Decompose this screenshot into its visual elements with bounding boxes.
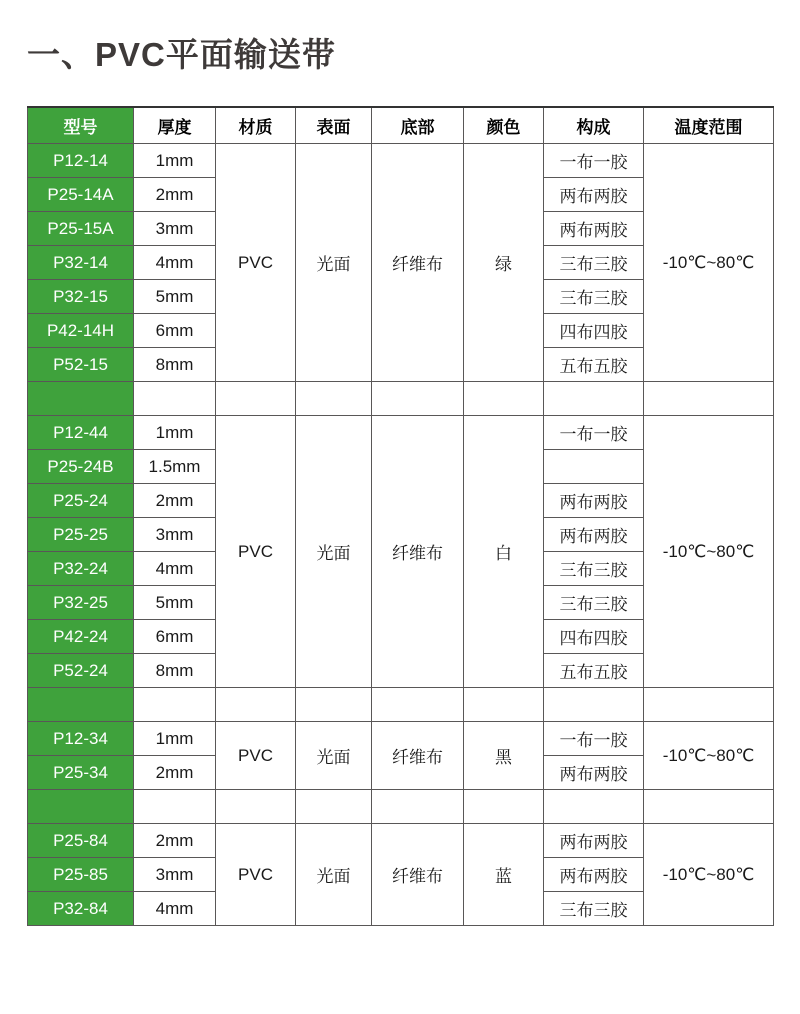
model-cell: P25-15A bbox=[28, 212, 134, 246]
spacer-cell bbox=[134, 688, 216, 722]
spacer-cell bbox=[296, 790, 372, 824]
model-cell: P32-84 bbox=[28, 892, 134, 926]
header-cell-composition: 构成 bbox=[544, 107, 644, 144]
spacer-cell bbox=[544, 688, 644, 722]
composition-cell: 两布两胶 bbox=[544, 178, 644, 212]
composition-cell: 两布两胶 bbox=[544, 484, 644, 518]
color-cell: 黑 bbox=[464, 722, 544, 790]
model-cell: P25-84 bbox=[28, 824, 134, 858]
model-cell: P42-24 bbox=[28, 620, 134, 654]
header-cell-surface: 表面 bbox=[296, 107, 372, 144]
bottom-cell: 纤维布 bbox=[372, 722, 464, 790]
spacer-cell bbox=[544, 382, 644, 416]
header-cell-temp-range: 温度范围 bbox=[644, 107, 774, 144]
composition-cell: 三布三胶 bbox=[544, 892, 644, 926]
composition-cell: 五布五胶 bbox=[544, 654, 644, 688]
surface-cell: 光面 bbox=[296, 144, 372, 382]
thickness-cell: 8mm bbox=[134, 654, 216, 688]
thickness-cell: 8mm bbox=[134, 348, 216, 382]
spacer-cell bbox=[544, 790, 644, 824]
surface-cell: 光面 bbox=[296, 722, 372, 790]
thickness-cell: 6mm bbox=[134, 314, 216, 348]
composition-cell: 三布三胶 bbox=[544, 552, 644, 586]
model-cell: P12-14 bbox=[28, 144, 134, 178]
model-cell: P32-24 bbox=[28, 552, 134, 586]
composition-cell: 两布两胶 bbox=[544, 756, 644, 790]
composition-cell: 两布两胶 bbox=[544, 518, 644, 552]
spacer-cell bbox=[644, 382, 774, 416]
model-cell: P32-15 bbox=[28, 280, 134, 314]
bottom-cell: 纤维布 bbox=[372, 824, 464, 926]
thickness-cell: 5mm bbox=[134, 586, 216, 620]
table-row bbox=[28, 722, 774, 756]
composition-cell: 一布一胶 bbox=[544, 416, 644, 450]
header-row bbox=[28, 107, 774, 144]
spacer-row bbox=[28, 790, 774, 824]
spacer-cell bbox=[216, 688, 296, 722]
temp-range-cell: -10℃~80℃ bbox=[644, 144, 774, 382]
pvc-belt-spec-table bbox=[27, 106, 774, 927]
spacer-cell bbox=[372, 382, 464, 416]
thickness-cell: 2mm bbox=[134, 756, 216, 790]
spacer-row bbox=[28, 688, 774, 722]
composition-cell: 三布三胶 bbox=[544, 586, 644, 620]
thickness-cell: 3mm bbox=[134, 212, 216, 246]
model-cell: P25-24B bbox=[28, 450, 134, 484]
thickness-cell: 6mm bbox=[134, 620, 216, 654]
thickness-cell: 4mm bbox=[134, 246, 216, 280]
composition-cell bbox=[544, 450, 644, 484]
spacer-model-cell bbox=[28, 790, 134, 824]
temp-range-cell: -10℃~80℃ bbox=[644, 416, 774, 688]
thickness-cell: 3mm bbox=[134, 858, 216, 892]
model-cell: P12-44 bbox=[28, 416, 134, 450]
color-cell: 绿 bbox=[464, 144, 544, 382]
temp-range-cell: -10℃~80℃ bbox=[644, 722, 774, 790]
spacer-row bbox=[28, 382, 774, 416]
thickness-cell: 4mm bbox=[134, 552, 216, 586]
thickness-cell: 1mm bbox=[134, 416, 216, 450]
spacer-cell bbox=[644, 688, 774, 722]
composition-cell: 五布五胶 bbox=[544, 348, 644, 382]
composition-cell: 四布四胶 bbox=[544, 314, 644, 348]
spacer-cell bbox=[372, 688, 464, 722]
composition-cell: 两布两胶 bbox=[544, 858, 644, 892]
thickness-cell: 2mm bbox=[134, 178, 216, 212]
header-cell-material: 材质 bbox=[216, 107, 296, 144]
composition-cell: 四布四胶 bbox=[544, 620, 644, 654]
material-cell: PVC bbox=[216, 722, 296, 790]
spacer-cell bbox=[464, 382, 544, 416]
model-cell: P25-85 bbox=[28, 858, 134, 892]
spacer-cell bbox=[296, 382, 372, 416]
spacer-cell bbox=[216, 382, 296, 416]
material-cell: PVC bbox=[216, 416, 296, 688]
material-cell: PVC bbox=[216, 824, 296, 926]
thickness-cell: 1mm bbox=[134, 722, 216, 756]
composition-cell: 一布一胶 bbox=[544, 144, 644, 178]
composition-cell: 两布两胶 bbox=[544, 212, 644, 246]
spacer-cell bbox=[464, 790, 544, 824]
spacer-cell bbox=[296, 688, 372, 722]
composition-cell: 三布三胶 bbox=[544, 246, 644, 280]
thickness-cell: 2mm bbox=[134, 484, 216, 518]
surface-cell: 光面 bbox=[296, 824, 372, 926]
thickness-cell: 4mm bbox=[134, 892, 216, 926]
header-cell-model: 型号 bbox=[28, 107, 134, 144]
model-cell: P25-34 bbox=[28, 756, 134, 790]
model-cell: P25-24 bbox=[28, 484, 134, 518]
bottom-cell: 纤维布 bbox=[372, 144, 464, 382]
header-cell-bottom: 底部 bbox=[372, 107, 464, 144]
spacer-cell bbox=[134, 790, 216, 824]
model-cell: P25-25 bbox=[28, 518, 134, 552]
composition-cell: 三布三胶 bbox=[544, 280, 644, 314]
spacer-cell bbox=[644, 790, 774, 824]
header-cell-color: 颜色 bbox=[464, 107, 544, 144]
spacer-cell bbox=[134, 382, 216, 416]
table-row bbox=[28, 824, 774, 858]
header-cell-thickness: 厚度 bbox=[134, 107, 216, 144]
model-cell: P12-34 bbox=[28, 722, 134, 756]
model-cell: P52-15 bbox=[28, 348, 134, 382]
model-cell: P25-14A bbox=[28, 178, 134, 212]
bottom-cell: 纤维布 bbox=[372, 416, 464, 688]
composition-cell: 两布两胶 bbox=[544, 824, 644, 858]
thickness-cell: 1mm bbox=[134, 144, 216, 178]
material-cell: PVC bbox=[216, 144, 296, 382]
thickness-cell: 5mm bbox=[134, 280, 216, 314]
table-row bbox=[28, 144, 774, 178]
spacer-cell bbox=[464, 688, 544, 722]
composition-cell: 一布一胶 bbox=[544, 722, 644, 756]
surface-cell: 光面 bbox=[296, 416, 372, 688]
model-cell: P42-14H bbox=[28, 314, 134, 348]
color-cell: 白 bbox=[464, 416, 544, 688]
color-cell: 蓝 bbox=[464, 824, 544, 926]
temp-range-cell: -10℃~80℃ bbox=[644, 824, 774, 926]
spacer-cell bbox=[372, 790, 464, 824]
spacer-model-cell bbox=[28, 382, 134, 416]
spacer-cell bbox=[216, 790, 296, 824]
model-cell: P32-14 bbox=[28, 246, 134, 280]
thickness-cell: 1.5mm bbox=[134, 450, 216, 484]
thickness-cell: 3mm bbox=[134, 518, 216, 552]
thickness-cell: 2mm bbox=[134, 824, 216, 858]
page-title: 一、PVC平面输送带 bbox=[27, 36, 336, 73]
spacer-model-cell bbox=[28, 688, 134, 722]
table-row bbox=[28, 416, 774, 450]
model-cell: P52-24 bbox=[28, 654, 134, 688]
model-cell: P32-25 bbox=[28, 586, 134, 620]
